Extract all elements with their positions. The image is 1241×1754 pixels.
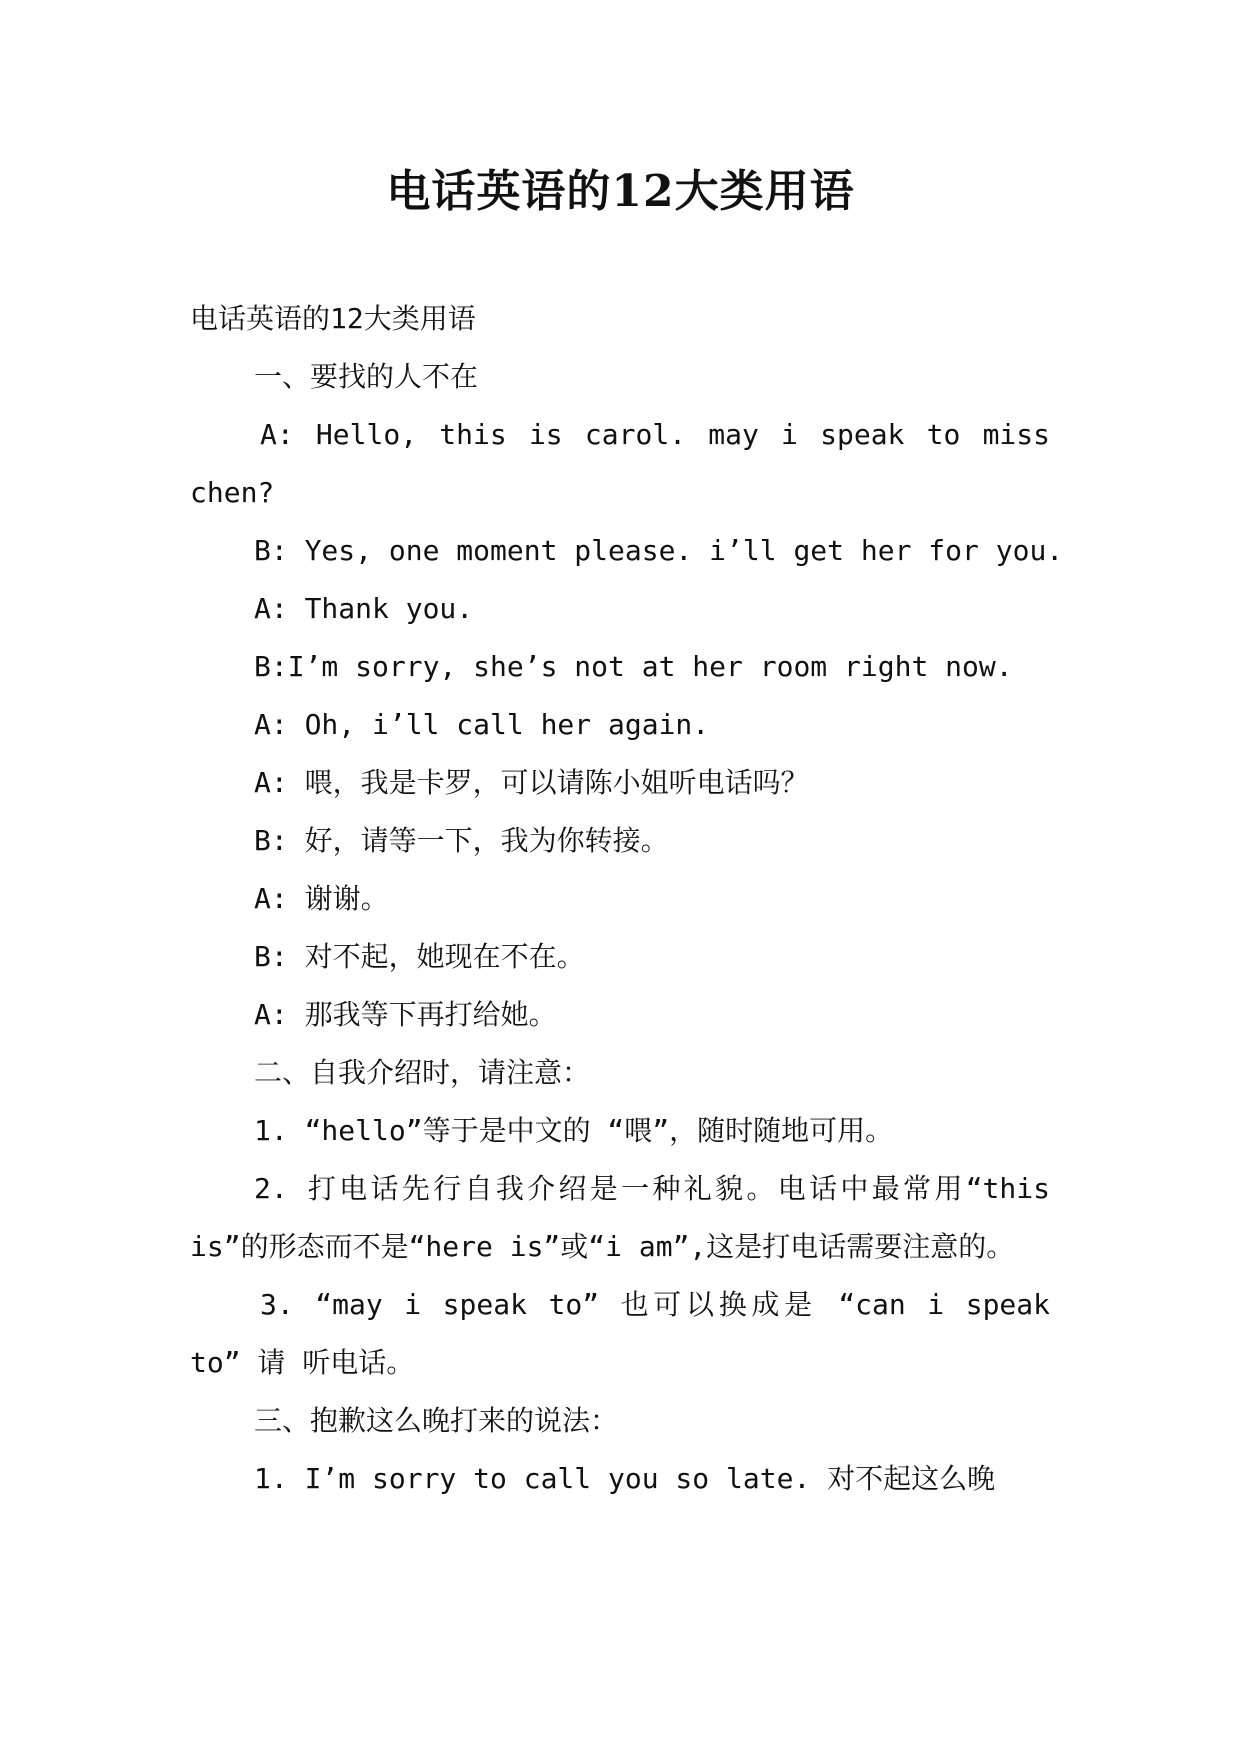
dialog-line: A: 那我等下再打给她。 <box>254 998 557 1031</box>
dialog-line: A: Hello, this is carol. may i speak to miss chen? <box>190 418 1050 509</box>
section-heading-2: 二、自我介绍时，请注意： <box>254 1056 591 1089</box>
note-item: 1. “hello”等于是中文的 “喂”，随时随地可用。 <box>254 1114 894 1147</box>
document-body <box>190 290 1064 1508</box>
dialog-line: B: Yes, one moment please. i’ll get her for you. <box>254 534 1064 567</box>
note-item: 2. 打电话先行自我介绍是一种礼貌。电话中最常用“this is”的形态而不是“here is”或“i am”,这是打电话需要注意的。 <box>190 1172 1050 1263</box>
note-item: 1. I’m sorry to call you so late. 对不起这么晚 <box>254 1462 996 1495</box>
dialog-line: B:I’m sorry, she’s not at her room right now. <box>254 650 1013 683</box>
dialog-line: B: 对不起，她现在不在。 <box>254 940 585 973</box>
dialog-line: A: 喂，我是卡罗，可以请陈小姐听电话吗？ <box>254 766 809 799</box>
intro-heading: 电话英语的12大类用语 <box>190 302 476 335</box>
note-item: 3. “may i speak to” 也可以换成是 “can i speak to” 请 听电话。 <box>190 1288 1050 1379</box>
document-title: 电话英语的12大类用语 <box>386 166 855 217</box>
dialog-line: A: 谢谢。 <box>254 882 389 915</box>
dialog-line: A: Thank you. <box>254 592 474 625</box>
dialog-line: A: Oh, i’ll call her again. <box>254 708 710 741</box>
dialog-line: B: 好，请等一下，我为你转接。 <box>254 824 669 857</box>
section-heading-3: 三、抱歉这么晚打来的说法： <box>254 1404 619 1437</box>
section-heading-1: 一、要找的人不在 <box>254 360 479 393</box>
